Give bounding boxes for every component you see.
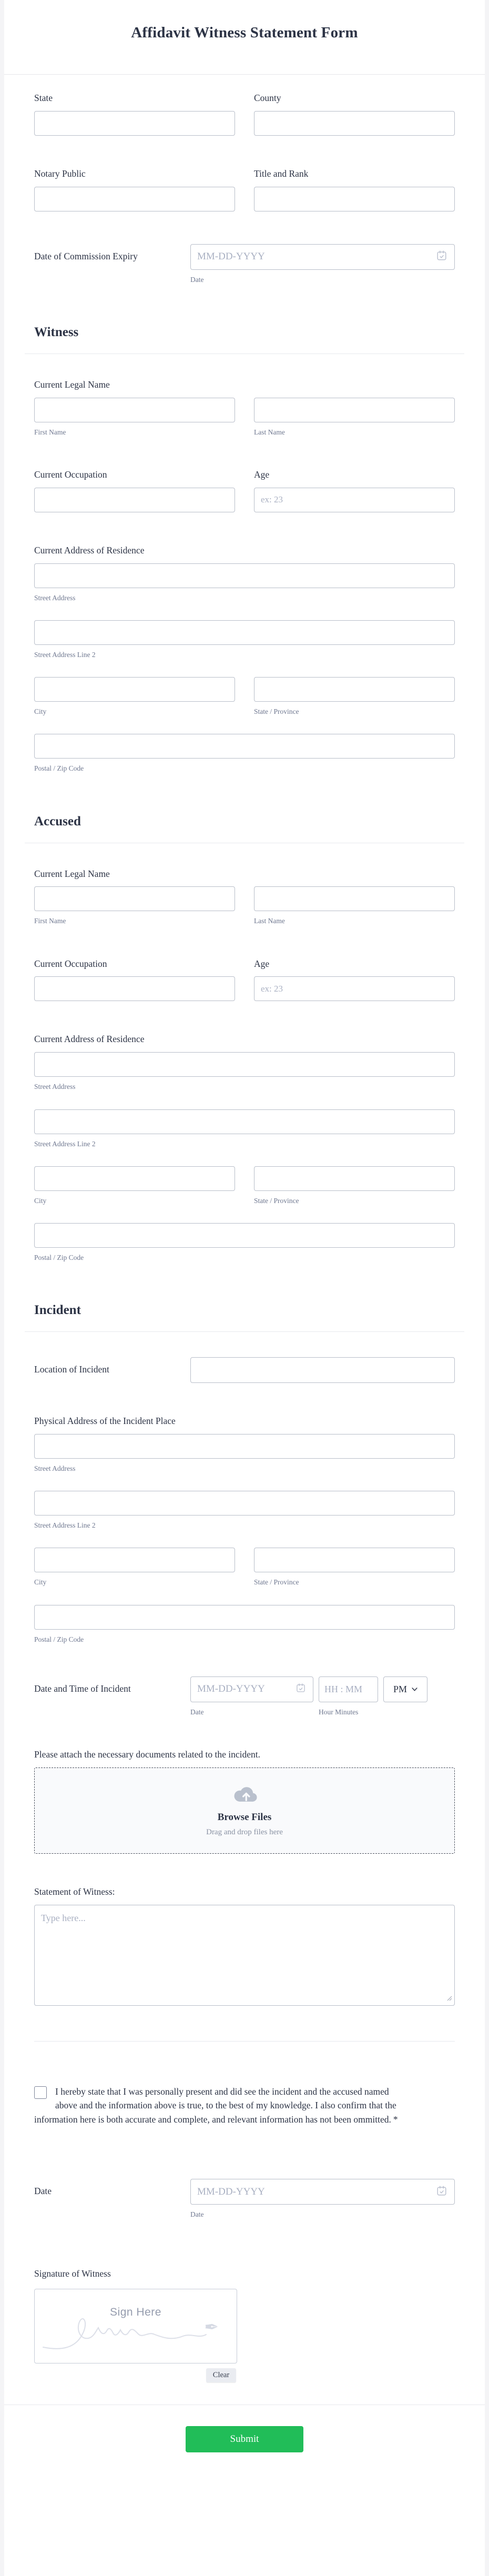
witness-first-name-input[interactable] [34, 398, 235, 422]
accused-legal-name-label: Current Legal Name [34, 868, 110, 879]
accused-age-input[interactable] [254, 976, 455, 1001]
incident-address-field [34, 1416, 455, 1644]
cloud-upload-icon [231, 1784, 258, 1804]
witness-street-input[interactable] [34, 563, 455, 588]
state-label: State [34, 93, 53, 103]
witness-legal-name-field [34, 379, 455, 437]
county-input[interactable] [254, 111, 455, 136]
statement-textarea[interactable] [34, 1905, 455, 2006]
witness-postal-sublabel: Postal / Zip Code [34, 764, 84, 773]
witness-state-sublabel: State / Province [254, 708, 299, 716]
witness-age-label: Age [254, 469, 270, 480]
confirmation-statement [34, 2085, 409, 2127]
sign-here-text: Sign Here [110, 2306, 161, 2319]
commission-expiry-sublabel: Date [190, 275, 204, 284]
incident-location-input[interactable] [190, 1357, 455, 1383]
witness-occupation-age-row [34, 469, 455, 512]
witness-address-label: Current Address of Residence [34, 544, 145, 555]
ampm-select[interactable] [383, 1676, 427, 1702]
file-dropzone[interactable] [34, 1767, 455, 1854]
commission-expiry-date-input[interactable] [190, 244, 455, 270]
accused-state-sublabel: State / Province [254, 1196, 299, 1205]
witness-state-input[interactable] [254, 677, 455, 702]
incident-section-divider [25, 1331, 464, 1332]
witness-section-divider [25, 353, 464, 354]
incident-time-input[interactable] [319, 1676, 378, 1702]
incident-postal-sublabel: Postal / Zip Code [34, 1635, 84, 1643]
page-title: Affidavit Witness Statement Form [131, 24, 358, 41]
accused-occupation-age-row [34, 958, 455, 1002]
witness-address-field [34, 545, 455, 773]
accused-postal-sublabel: Postal / Zip Code [34, 1253, 84, 1261]
witness-street2-sublabel: Street Address Line 2 [34, 650, 96, 659]
final-date-input[interactable] [190, 2179, 455, 2205]
accused-occupation-label: Current Occupation [34, 958, 107, 969]
commission-expiry-label: Date of Commission Expiry [34, 250, 138, 261]
drag-drop-hint: Drag and drop files here [206, 1827, 283, 1836]
signature-pad[interactable] [34, 2289, 237, 2363]
incident-city-input[interactable] [34, 1548, 235, 1572]
accused-address-label: Current Address of Residence [34, 1034, 145, 1045]
calendar-check-icon[interactable] [436, 250, 447, 264]
incident-state-sublabel: State / Province [254, 1578, 299, 1587]
confirmation-divider [34, 2041, 455, 2042]
incident-datetime-field [34, 1676, 455, 1716]
accused-street-input[interactable] [34, 1052, 455, 1077]
pen-nib-icon: ✒ [204, 2317, 219, 2338]
notary-title-row [34, 168, 455, 211]
incident-location-field [34, 1357, 455, 1383]
ampm-value: PM [393, 1683, 407, 1694]
confirmation-text: I hereby state that I was personally present and did see the incident and the accused named above and the information above is true, to the best of my knowledge. I also confirm that the information here is both accurate and complete, and relevant information has not been ommitted. [34, 2086, 396, 2125]
witness-street2-input[interactable] [34, 620, 455, 645]
witness-city-input[interactable] [34, 677, 235, 702]
statement-label: Statement of Witness: [34, 1886, 115, 1897]
incident-hour-minutes-sublabel: Hour Minutes [319, 1708, 359, 1716]
statement-field [34, 1886, 455, 2008]
calendar-check-icon[interactable] [436, 2185, 447, 2199]
accused-occupation-input[interactable] [34, 976, 235, 1001]
accused-last-name-sublabel: Last Name [254, 917, 285, 925]
title-rank-input[interactable] [254, 187, 455, 211]
chevron-down-icon [412, 1688, 417, 1691]
accused-address-field [34, 1034, 455, 1262]
county-label: County [254, 93, 281, 103]
witness-occupation-label: Current Occupation [34, 469, 107, 480]
required-marker: * [393, 2114, 398, 2125]
incident-city-sublabel: City [34, 1578, 47, 1587]
accused-street-sublabel: Street Address [34, 1083, 76, 1091]
title-rank-label: Title and Rank [254, 168, 309, 179]
witness-last-name-sublabel: Last Name [254, 428, 285, 436]
calendar-check-icon[interactable] [296, 1683, 306, 1696]
witness-section-heading: Witness [34, 325, 79, 339]
accused-postal-input[interactable] [34, 1223, 455, 1248]
accused-city-input[interactable] [34, 1166, 235, 1191]
accused-age-label: Age [254, 958, 270, 969]
incident-state-input[interactable] [254, 1548, 455, 1572]
witness-street-sublabel: Street Address [34, 593, 76, 602]
witness-legal-name-label: Current Legal Name [34, 379, 110, 390]
accused-last-name-input[interactable] [254, 886, 455, 911]
incident-address-label: Physical Address of the Incident Place [34, 1416, 176, 1427]
clear-signature-button[interactable]: Clear [206, 2368, 236, 2382]
commission-expiry-field [34, 244, 455, 284]
accused-legal-name-field [34, 868, 455, 926]
incident-street-sublabel: Street Address [34, 1464, 76, 1472]
final-date-label: Date [34, 2186, 52, 2197]
state-county-row [34, 93, 455, 136]
accused-street2-input[interactable] [34, 1109, 455, 1134]
witness-first-name-sublabel: First Name [34, 428, 66, 436]
incident-street2-input[interactable] [34, 1491, 455, 1516]
incident-street-input[interactable] [34, 1434, 455, 1459]
incident-postal-input[interactable] [34, 1605, 455, 1630]
witness-occupation-input[interactable] [34, 488, 235, 512]
accused-street2-sublabel: Street Address Line 2 [34, 1139, 96, 1148]
notary-public-input[interactable] [34, 187, 235, 211]
attachments-label: Please attach the necessary documents related to the incident. [34, 1749, 261, 1760]
browse-files-button[interactable]: Browse Files [217, 1811, 272, 1823]
incident-street2-sublabel: Street Address Line 2 [34, 1521, 96, 1530]
state-input[interactable] [34, 111, 235, 136]
accused-first-name-sublabel: First Name [34, 917, 66, 925]
accused-first-name-input[interactable] [34, 886, 235, 911]
form-card [4, 0, 485, 2576]
incident-date-input[interactable] [190, 1676, 313, 1702]
signature-label: Signature of Witness [34, 2268, 111, 2279]
accused-state-input[interactable] [254, 1166, 455, 1191]
accused-section-heading: Accused [34, 814, 81, 829]
notary-public-label: Notary Public [34, 168, 86, 179]
incident-date-sublabel: Date [190, 1708, 204, 1716]
witness-last-name-input[interactable] [254, 398, 455, 422]
signature-widget [34, 2289, 236, 2382]
incident-location-label: Location of Incident [34, 1364, 109, 1375]
incident-section-heading: Incident [34, 1303, 81, 1318]
confirmation-checkbox[interactable] [34, 2086, 47, 2099]
accused-city-sublabel: City [34, 1196, 47, 1205]
witness-age-input[interactable] [254, 488, 455, 512]
attachments-field [34, 1749, 455, 1854]
witness-city-sublabel: City [34, 708, 47, 716]
witness-postal-input[interactable] [34, 734, 455, 759]
incident-datetime-label: Date and Time of Incident [34, 1683, 131, 1694]
final-date-sublabel: Date [190, 2210, 204, 2219]
final-date-field [34, 2179, 455, 2219]
submit-button[interactable]: Submit [186, 2426, 303, 2452]
